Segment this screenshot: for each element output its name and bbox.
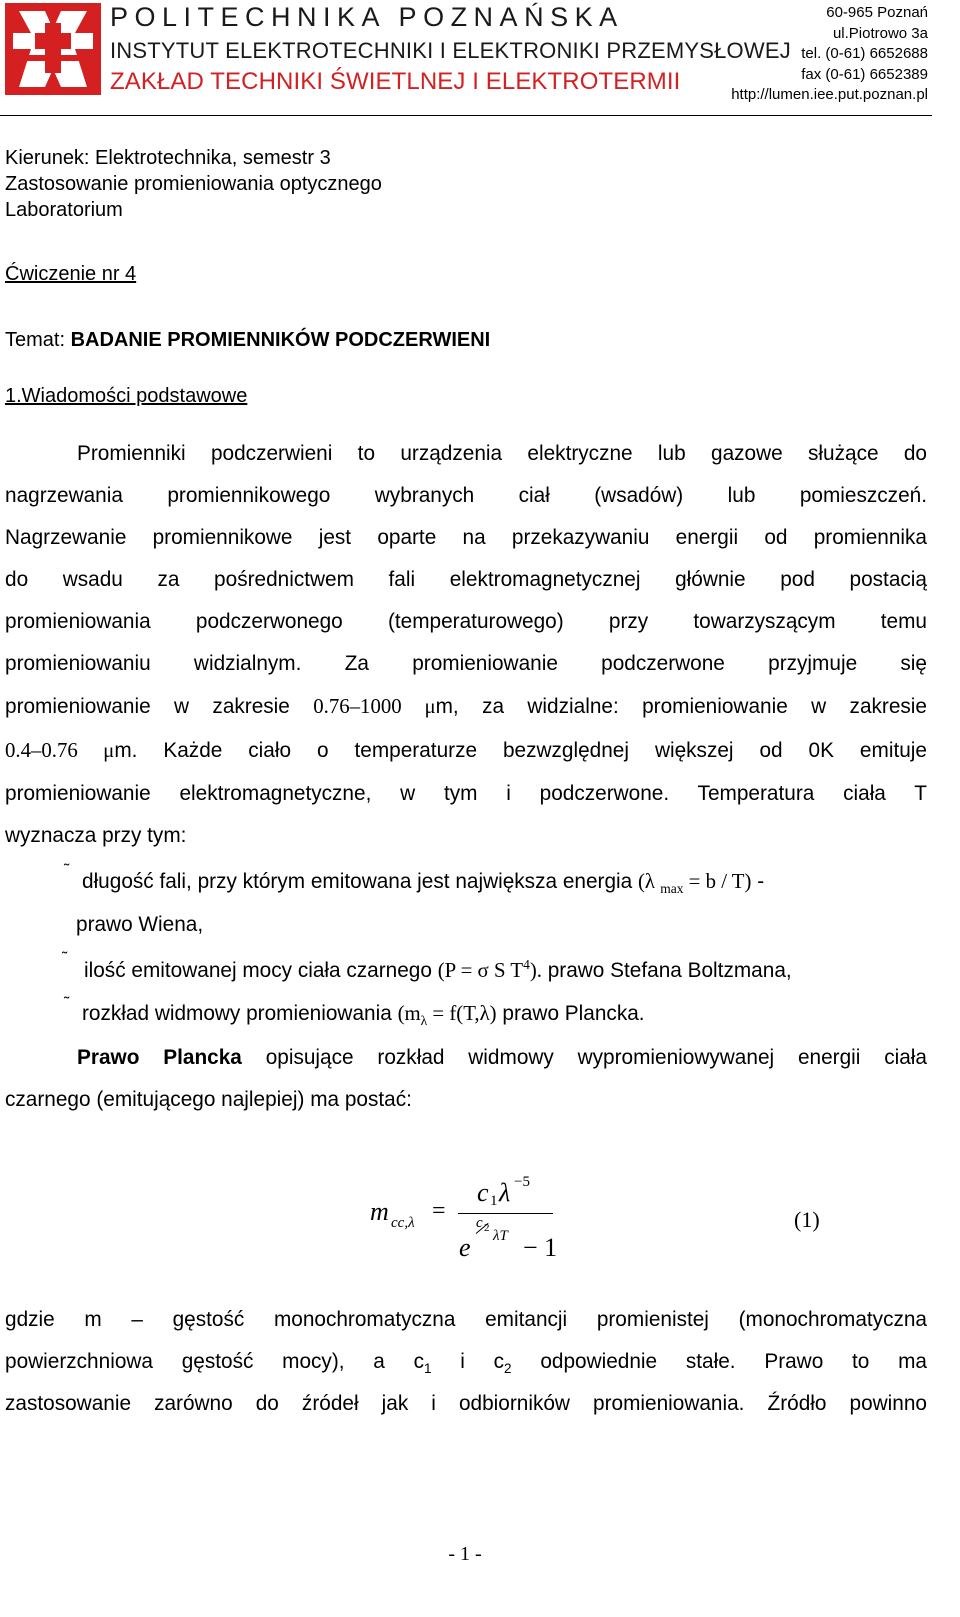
fraction-bar — [458, 1213, 553, 1214]
university-logo — [5, 3, 101, 95]
formula-exponent: −5 — [514, 1174, 530, 1190]
text-span: ilość emitowanej mocy ciała czarnego — [84, 958, 438, 982]
department-name: ZAKŁAD TECHNIKI ŚWIETLNEJ I ELEKTROTERMII — [110, 68, 681, 95]
formula-lambda-t: λT — [493, 1228, 508, 1244]
planck-paragraph — [5, 1037, 927, 1121]
text-line: Nagrzewanie promiennikowe jest oparte na przekazywaniu energii od promiennika — [5, 526, 927, 549]
formula-subscript: λ — [420, 1013, 428, 1029]
address-block — [731, 3, 928, 106]
text-line: do wsadu za pośrednictwem fali elektromagnetycznej głównie pod postacią — [5, 568, 927, 591]
text-span: opisujące rozkład widmowy wypromieniowywanej energii ciała — [241, 1046, 927, 1069]
text-span: m, za widzialne: promieniowanie w zakresie — [435, 695, 927, 718]
topic-title: BADANIE PROMIENNIKÓW PODCZERWIENI — [70, 329, 491, 351]
subscript: 1 — [424, 1361, 432, 1377]
address-postal: 60-965 Poznań — [826, 4, 928, 21]
text-span: i c — [431, 1350, 505, 1373]
text-line: czarnego (emitującego najlepiej) ma postać: — [5, 1088, 412, 1111]
tilde-bullet-icon: ˜ — [64, 995, 70, 1012]
formula-superscript: 4 — [523, 957, 530, 972]
text-line: wyznacza przy tym: — [5, 824, 187, 847]
range-value: 0.76–1000 — [313, 695, 425, 718]
text-line: nagrzewania promiennikowego wybranych ciał (wsadów) lub pomieszczeń. — [5, 484, 927, 507]
text-line — [5, 1037, 927, 1079]
formula-c1: c — [477, 1178, 489, 1207]
address-street: ul.Piotrowo 3a — [832, 24, 928, 42]
formula-lambda: λ — [499, 1178, 511, 1207]
text-span: odpowiednie stałe. Prawo to ma — [511, 1350, 927, 1373]
formula-span: = f(T,λ) — [427, 1002, 497, 1025]
header-divider — [0, 115, 932, 116]
text-span: promieniowanie w zakresie — [5, 695, 314, 718]
text-line: Promienniki podczerwieni to urządzenia elektryczne lub gazowe służące do — [77, 442, 927, 465]
university-name: POLITECHNIKA POZNAŃSKA — [110, 2, 624, 32]
text-line: promieniowania podczerwonego (temperaturowego) przy towarzyszącym temu — [5, 610, 927, 633]
formula-minus-one: − 1 — [523, 1233, 558, 1262]
institution-name — [110, 0, 791, 100]
course-direction: Kierunek: Elektrotechnika, semestr 3 — [5, 147, 331, 169]
formula-c2-subscript: 2 — [484, 1222, 490, 1234]
text-span: długość fali, przy którym emitowana jest największa energia — [82, 870, 638, 893]
text-span: powierzchniowa gęstość mocy), a c — [5, 1350, 424, 1373]
course-type: Laboratorium — [5, 199, 123, 221]
text-line: zastosowanie zarówno do źródeł jak i odbiorników promieniowania. Źródło powinno — [5, 1392, 927, 1415]
formula-span: ). — [529, 958, 542, 982]
formula-c1-subscript: 1 — [490, 1193, 498, 1209]
page-number: - 1 - — [448, 1543, 482, 1565]
planck-formula — [0, 1165, 960, 1275]
intro-paragraph — [5, 433, 927, 857]
text-span: rozkład widmowy promieniowania — [82, 1002, 398, 1025]
topic — [5, 329, 490, 352]
text-span: - — [751, 870, 765, 893]
address-phone: tel. (0-61) 6652688 — [801, 45, 928, 62]
text-line: promieniowaniu widzialnym. Za promieniowanie podczerwone przyjmuje się — [5, 652, 927, 675]
text-span: m. Każde ciało o temperaturze bezwzględnej większej od 0K emituje — [114, 739, 927, 762]
text-line — [5, 1341, 927, 1383]
range-value: 0.4–0.76 — [5, 739, 104, 762]
text-line: gdzie m – gęstość monochromatyczna emitancji promienistej (monochromatyczna — [5, 1308, 927, 1331]
address-website: http://lumen.iee.put.poznan.pl — [731, 86, 928, 103]
formula-c2: c — [476, 1215, 483, 1231]
formula-span: (m — [397, 1002, 421, 1025]
address-fax: fax (0-61) 6652389 — [801, 65, 928, 83]
subscript: 2 — [504, 1361, 512, 1377]
micro-symbol: μ — [424, 695, 436, 718]
text-line: promieniowanie elektromagnetyczne, w tym i podczerwone. Temperatura ciała T — [5, 782, 927, 805]
micro-symbol: μ — [103, 739, 115, 762]
text-span: prawo Stefana Boltzmana, — [541, 958, 792, 982]
bullet-wien — [82, 870, 764, 897]
course-subject: Zastosowanie promieniowania optycznego — [5, 173, 382, 195]
formula-span: (λ — [637, 870, 661, 893]
tilde-bullet-icon: ˜ — [62, 950, 68, 967]
bullet-planck — [82, 1002, 645, 1029]
bullet-wien-cont: prawo Wiena, — [76, 913, 204, 936]
formula-span: (P = σ S T — [437, 958, 524, 982]
tilde-bullet-icon: ˜ — [64, 862, 70, 879]
text-span: prawo Plancka. — [496, 1002, 645, 1025]
definition-paragraph — [5, 1299, 927, 1425]
formula-subscript: max — [660, 881, 684, 897]
bold-term: Prawo Plancka — [77, 1046, 242, 1069]
institute-name: INSTYTUT ELEKTROTECHNIKI I ELEKTRONIKI PRZEMYSŁOWEJ — [110, 38, 791, 63]
equation-number: (1) — [794, 1207, 820, 1232]
formula-equals: = — [432, 1198, 446, 1224]
section-title: 1.Wiadomości podstawowe — [5, 385, 248, 407]
bullet-stefan — [84, 957, 792, 983]
text-line — [5, 729, 927, 773]
exercise-number: Ćwiczenie nr 4 — [5, 263, 137, 285]
formula-m: m — [370, 1197, 389, 1226]
topic-label: Temat: — [5, 329, 71, 351]
formula-e: e — [459, 1233, 471, 1262]
formula-span: = b / T) — [683, 870, 752, 893]
text-line — [5, 685, 927, 729]
formula-m-subscript: cc,λ — [391, 1215, 415, 1231]
